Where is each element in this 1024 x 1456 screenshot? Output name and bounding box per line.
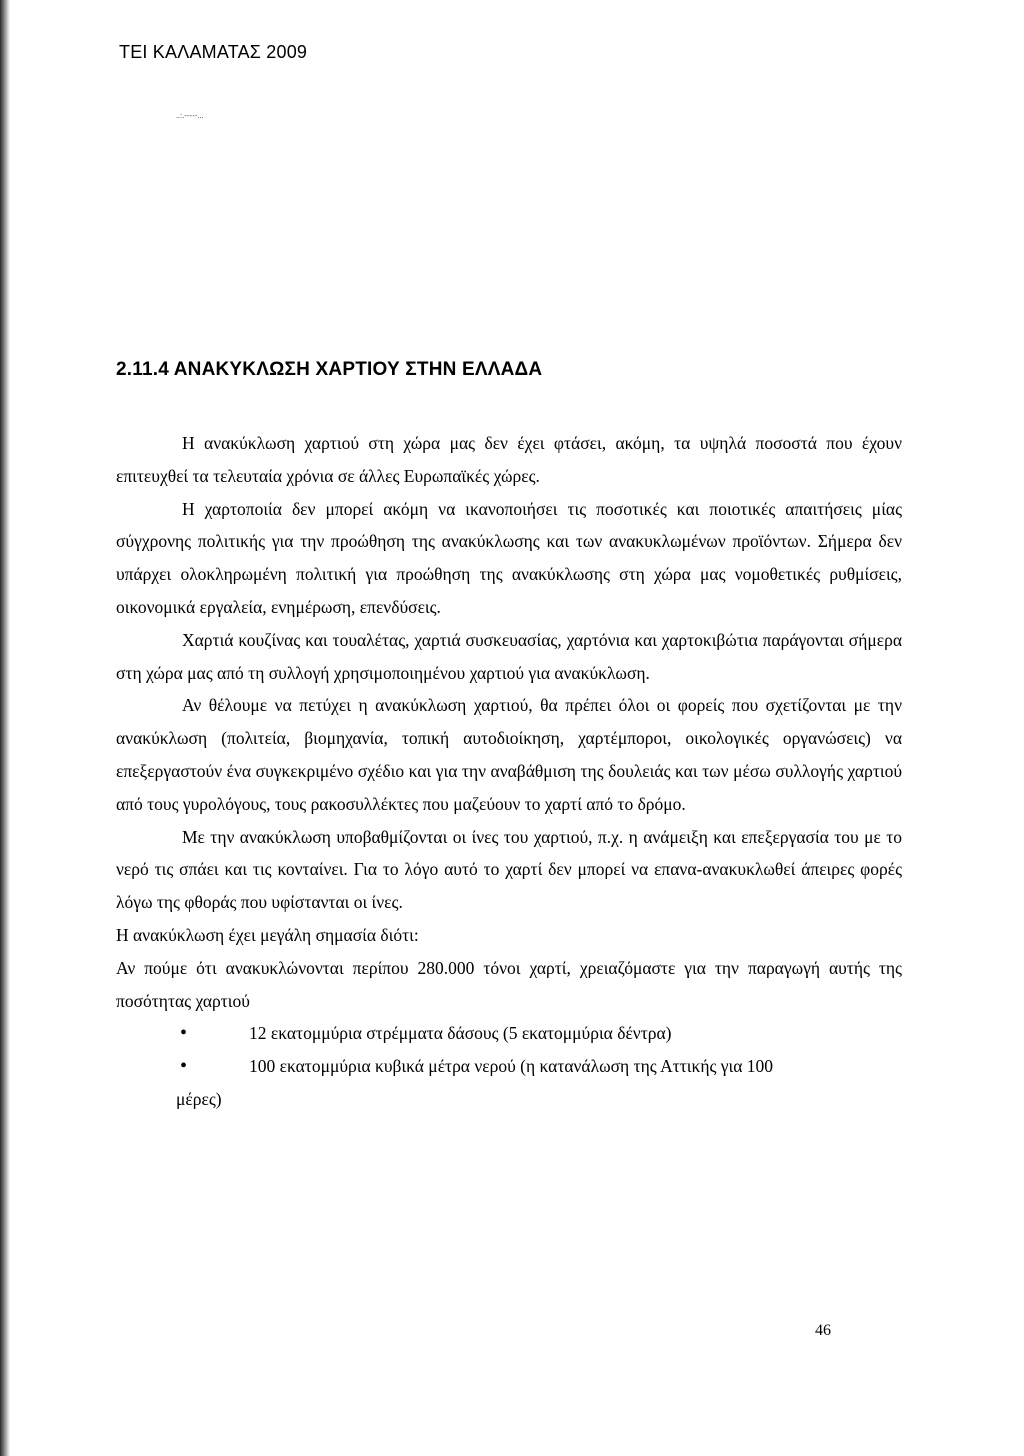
list-item	[116, 1050, 902, 1116]
list-item	[116, 1017, 902, 1050]
paragraph-stakeholders: Αν θέλουμε να πετύχει η ανακύκλωση χαρτιού, θα πρέπει όλοι οι φορείς που σχετίζονται με την ανακύκλωση (πολιτεία, βιομηχανία, τοπική αυτοδιοίκηση, χαρτέμποροι, οικολογικές οργανώσεις) να επεξεργαστούν ένα συγκεκριμένο σχέδιο και για την αναβάθμιση της δουλειάς και των μέσω συλλογής χαρτιού από τους γυρολόγους, τους ρακοσυλλέκτες που μαζεύουν το χαρτί από το δρόμο.	[116, 695, 902, 814]
paragraph-fiber-degradation: Με την ανακύκλωση υποβαθμίζονται οι ίνες του χαρτιού, π.χ. η ανάμειξη και επεξεργασία του με το νερό τις σπάει και τις κονταίνει. Για το λόγο αυτό το χαρτί δεν μπορεί να επανα-ανακυκλωθεί άπειρες φορές λόγω της φθοράς που υφίστανται οι ίνες.	[116, 826, 902, 913]
paragraph-products: Χαρτιά κουζίνας και τουαλέτας, χαρτιά συσκευασίας, χαρτόνια και χαρτοκιβώτια παράγονται σήμερα στη χώρα μας από τη συλλογή χρησιμοποιημένου χαρτιού για ανακύκλωση.	[116, 629, 902, 683]
list-item-text: 100 εκατομμύρια κυβικά μέτρα νερού (η κατανάλωση της Αττικής για 100	[249, 1056, 774, 1077]
bullet-marker: •	[180, 1022, 188, 1045]
list-item-text: 12 εκατομμύρια στρέμματα δάσους (5 εκατομμύρια δέντρα)	[249, 1023, 672, 1044]
bullet-list	[116, 1017, 902, 1115]
paragraph-importance: Η ανακύκλωση έχει μεγάλη σημασία διότι:	[116, 924, 419, 945]
paragraph-quantities: Αν πούμε ότι ανακυκλώνονται περίπου 280.000 τόνοι χαρτί, χρειαζόμαστε για την παραγωγή αυτής της ποσότητας χαρτιού	[116, 957, 902, 1011]
body-text	[116, 427, 902, 1116]
section-heading: 2.11.4 ΑΝΑΚΥΚΛΩΣΗ ΧΑΡΤΙΟΥ ΣΤΗΝ ΕΛΛΑΔΑ	[116, 359, 543, 380]
paragraph-paper-industry: Η χαρτοποιία δεν μπορεί ακόμη να ικανοποιήσει τις ποσοτικές και ποιοτικές απαιτήσεις μίας σύγχρονης πολιτικής για την προώθηση της ανακύκλωσης και των ανακυκλωμένων προϊόντων. Σήμερα δεν υπάρχει ολοκληρωμένη πολιτική για προώθηση της ανακύκλωσης στη χώρα μας νομοθετικές ρυθμίσεις, οικονομικά εργαλεία, ενημέρωση, επενδύσεις.	[116, 498, 902, 617]
page-number: 46	[815, 1322, 831, 1339]
running-header: ΤΕΙ ΚΑΛΑΜΑΤΑΣ 2009	[119, 42, 308, 62]
bullet-marker: •	[180, 1055, 188, 1078]
list-item-continuation: μέρες)	[176, 1088, 222, 1109]
paragraph-intro: Η ανακύκλωση χαρτιού στη χώρα μας δεν έχει φτάσει, ακόμη, τα υψηλά ποσοστά που έχουν επιτευχθεί τα τελευταία χρόνια σε άλλες Ευρωπαϊκές χώρες.	[116, 433, 902, 486]
scan-artifact: ..:.-----...	[176, 111, 204, 120]
